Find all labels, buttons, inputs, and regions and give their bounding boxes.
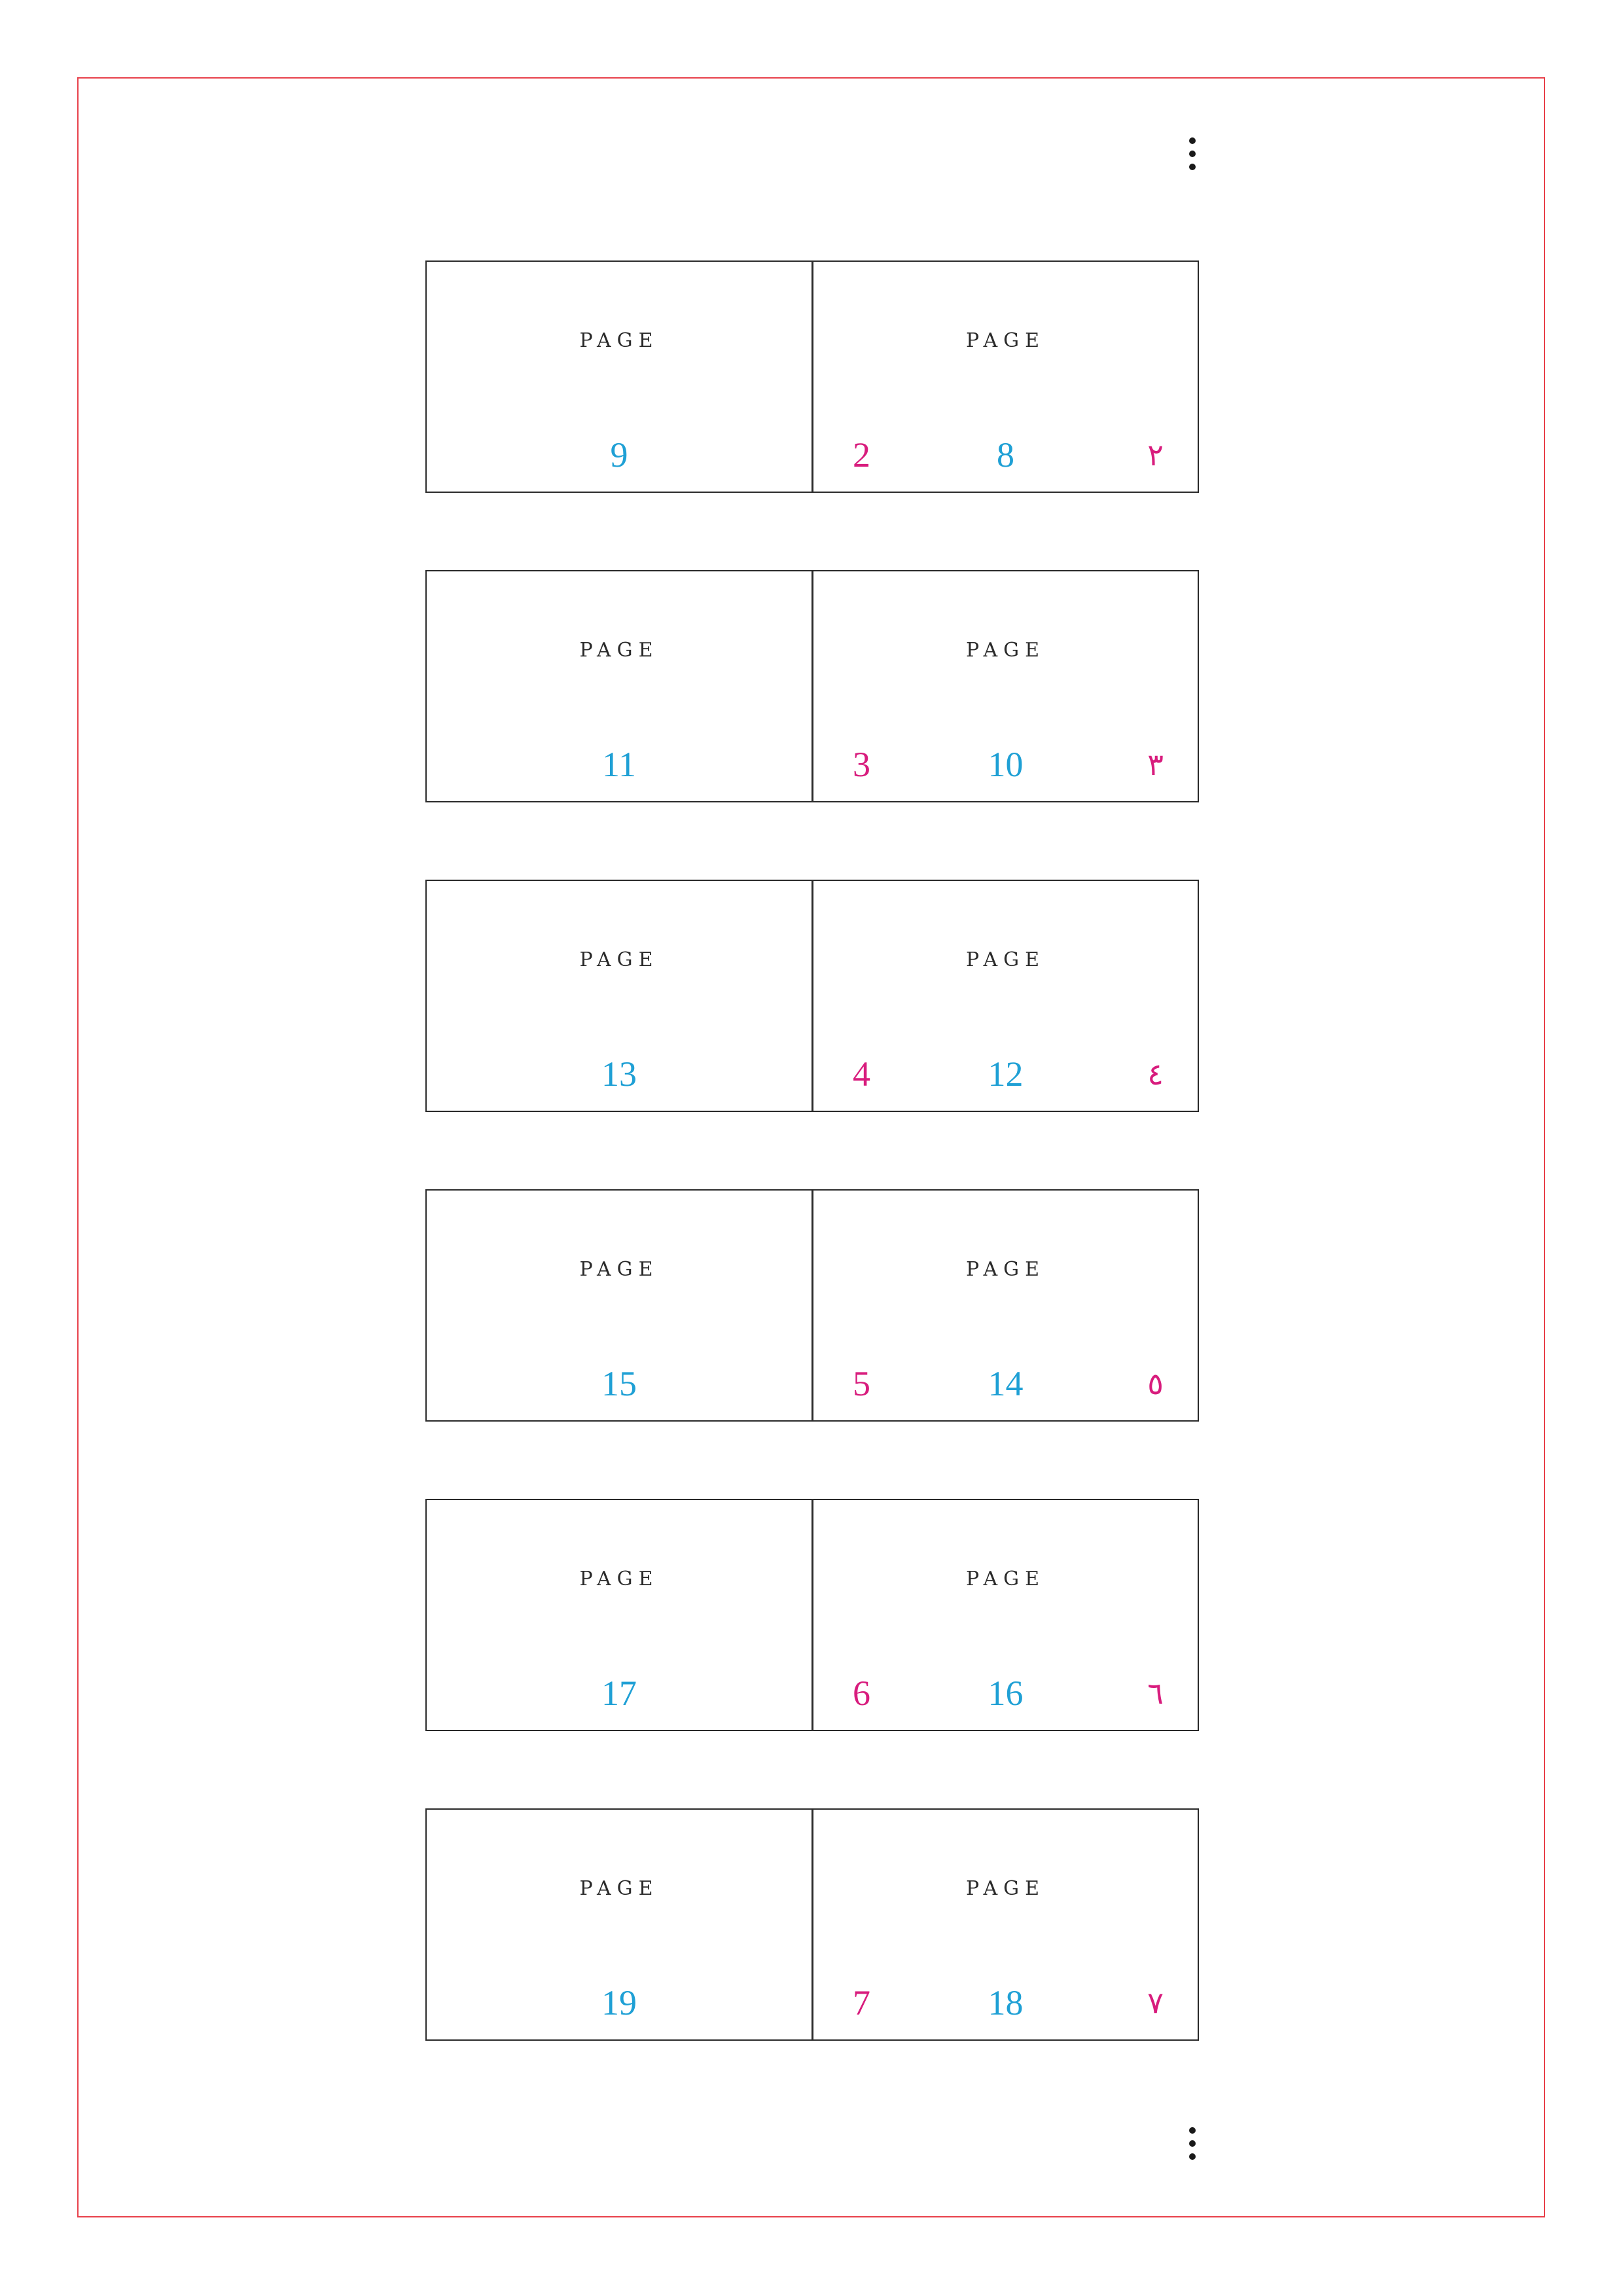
- dot: [1189, 2127, 1196, 2134]
- page-label: PAGE: [579, 1877, 659, 1900]
- page-number: 17: [601, 1674, 637, 1713]
- page-number: 15: [601, 1364, 637, 1403]
- spread-5: [425, 1499, 1200, 1731]
- page-number: 9: [610, 435, 628, 475]
- page-label: PAGE: [966, 329, 1045, 352]
- page-number: 12: [988, 1054, 1024, 1094]
- page-number: 19: [601, 1983, 637, 2022]
- page-label: PAGE: [966, 948, 1045, 971]
- left-page: [425, 880, 813, 1112]
- page-label: PAGE: [579, 948, 659, 971]
- spread-3: [425, 880, 1200, 1112]
- page-label: PAGE: [966, 1568, 1045, 1590]
- left-page: [425, 1189, 813, 1422]
- dot: [1189, 2153, 1196, 2160]
- latin-marker: 2: [853, 435, 870, 475]
- page-number: 16: [988, 1674, 1024, 1713]
- latin-marker: 5: [853, 1364, 870, 1403]
- page-number: 8: [997, 435, 1014, 475]
- page-label: PAGE: [966, 1877, 1045, 1900]
- page-label: PAGE: [579, 1568, 659, 1590]
- arabic-marker: ٤: [1147, 1056, 1164, 1092]
- dot: [1189, 151, 1196, 157]
- dot: [1189, 137, 1196, 144]
- page-number: 10: [988, 745, 1024, 784]
- vertical-ellipsis-icon[interactable]: [1189, 137, 1197, 171]
- arabic-marker: ٢: [1147, 437, 1164, 473]
- arabic-marker: ٦: [1147, 1676, 1164, 1711]
- page-number: 14: [988, 1364, 1024, 1403]
- left-page: [425, 1808, 813, 2041]
- page-label: PAGE: [579, 639, 659, 662]
- spread-2: [425, 570, 1200, 802]
- page-label: PAGE: [966, 1258, 1045, 1281]
- right-page: [812, 1499, 1199, 1731]
- arabic-marker: ٥: [1147, 1366, 1164, 1401]
- right-page: [812, 1808, 1199, 2041]
- right-page: [812, 1189, 1199, 1422]
- right-page: [812, 260, 1199, 493]
- latin-marker: 4: [853, 1054, 870, 1094]
- page-number: 13: [601, 1054, 637, 1094]
- page-number: 18: [988, 1983, 1024, 2022]
- arabic-marker: ٧: [1147, 1985, 1164, 2020]
- latin-marker: 3: [853, 745, 870, 784]
- right-page: [812, 880, 1199, 1112]
- arabic-marker: ٣: [1147, 747, 1164, 782]
- spread-4: [425, 1189, 1200, 1422]
- page-label: PAGE: [579, 329, 659, 352]
- dot: [1189, 2140, 1196, 2147]
- latin-marker: 6: [853, 1674, 870, 1713]
- left-page: [425, 570, 813, 802]
- left-page: [425, 260, 813, 493]
- page-label: PAGE: [966, 639, 1045, 662]
- left-page: [425, 1499, 813, 1731]
- spread-1: [425, 260, 1200, 493]
- page-label: PAGE: [579, 1258, 659, 1281]
- spread-6: [425, 1808, 1200, 2041]
- dot: [1189, 164, 1196, 170]
- vertical-ellipsis-icon[interactable]: [1189, 2127, 1197, 2161]
- page-number: 11: [602, 745, 636, 784]
- latin-marker: 7: [853, 1983, 870, 2022]
- right-page: [812, 570, 1199, 802]
